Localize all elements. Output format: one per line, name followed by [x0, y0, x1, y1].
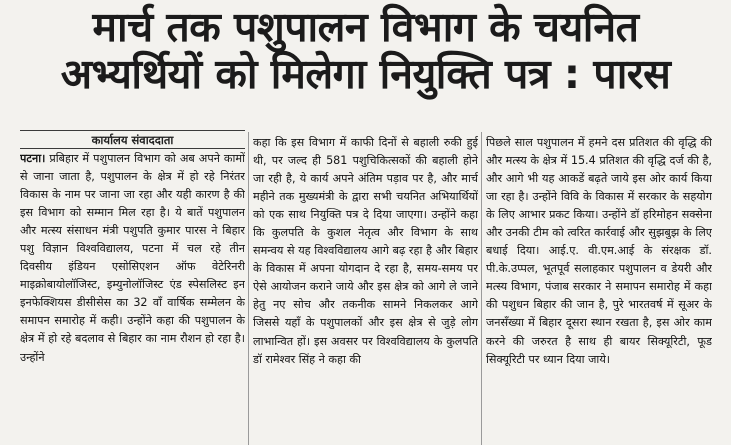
article-paragraph-1: [20, 150, 245, 367]
column-divider-1: [248, 132, 249, 445]
byline-top-rule: [20, 130, 245, 131]
column-3-text: पिछले साल पशुपालन में हमने दस प्रतिशत की वृद्धि की और मत्स्य के क्षेत्र में 15.4 प्रतिशत की वृद्धि दर्ज की है, और आगे भी यह आकडें बढ़ते जाये इस ओर कार्य किया जा रहा है। उन्होंने विवि के विकास में सरकार के सहयोग के लिए आभार प्रकट किया। उन्होंने डॉ हरिमोहन सक्सेना और उनकी टीम को त्वरित कार्रवाई और सुझबुझ के लिए बधाई दिया। आई.ए. वी.एम.आई के संरक्षक डॉ. पी.के.उप्पल, भूतपूर्व सलाहकार पशुपालन व डेयरी और मत्स्य विभाग, पंजाब सरकार ने समापन समारोह में कहा की पशुधन बिहार की जान है, पुरे भारतवर्ष में सूअर के जनसँख्या में बिहार दूसरा स्थान रखता है, इस ओर काम करने की जरुरत है साथ ही बायर सिक्यूरिटी, फूड सिक्यूरिटी पर ध्यान दिया जाये।: [486, 136, 712, 366]
article-column-2: [253, 134, 478, 445]
byline: कार्यालय संवाददाता: [91, 133, 174, 147]
byline-bottom-rule: [20, 148, 245, 149]
article-column-3: [486, 134, 712, 445]
column-2-text: कहा कि इस विभाग में काफी दिनों से बहाली रुकी हुई थी, पर जल्द ही 581 पशुचिकित्सकों की बहाली होने जा रही है, ये कार्य अपने अंतिम पड़ाव पर है, और मार्च महीने तक मुख्यमंत्री के द्वारा सभी चयनित अभियार्थियों को एक साथ नियुक्ति पत्र दे दिया जाएगा। उन्होंने कहा कि कुलपति के कुशल नेतृत्व और विभाग के साथ समन्वय से यह विश्वविद्यालय आगे बढ़ रहा है और बिहार के विकास में अपना योगदान दे रहा है, समय-समय पर ऐसे आयोजन कराने जाये और इस क्षेत्र को आगे ले जाने हेतु नए सोच और तकनीक सामने निकलकर आगे जिससे यहाँ के पशुपालकों और इस क्षेत्र से जुड़े लोग लाभान्वित हों। इस अवसर पर विश्वविद्यालय के कुलपति डॉ रामेश्वर सिंह ने कहा की: [253, 136, 478, 366]
headline: [0, 4, 731, 98]
column-divider-2: [481, 132, 482, 445]
dateline: पटना।: [20, 152, 46, 165]
headline-line-1: मार्च तक पशुपालन विभाग के चयनित: [92, 3, 639, 51]
headline-line-2: अभ्यर्थियों को मिलेगा नियुक्ति पत्र : पारस: [60, 50, 671, 98]
article-column-1: [20, 150, 245, 445]
column-1-text: प्रबिहार में पशुपालन विभाग को अब अपने कामों से जाना जाता है, पशुपालन के क्षेत्र में हो रहे निरंतर विकास के नाम पर जाना जा रहा और यही कारण है की इस विभाग को सम्मान मिल रहा है। ये बातें पशुपालन और मत्स्य संसाधन मंत्री पशुपति कुमार पारस ने बिहार पशु विज्ञान विश्वविद्यालय, पटना में चल रहे तीन दिवसीय इंडियन एसोसिएशन ऑफ वेटेरिनरी माइक्रोबायोलॉजिस्ट, इम्युनोलॉजिस्ट एंड स्पेसलिस्ट इन इनफेक्शियस डीसीसेस का 32 वाँ वार्षिक सम्मेलन के समापन समारोह में कही। उन्होंने कहा की पशुपालन के क्षेत्र में हो रहे बदलाव से बिहार का नाम रौशन हो रहा है। उन्होंने: [20, 152, 245, 364]
